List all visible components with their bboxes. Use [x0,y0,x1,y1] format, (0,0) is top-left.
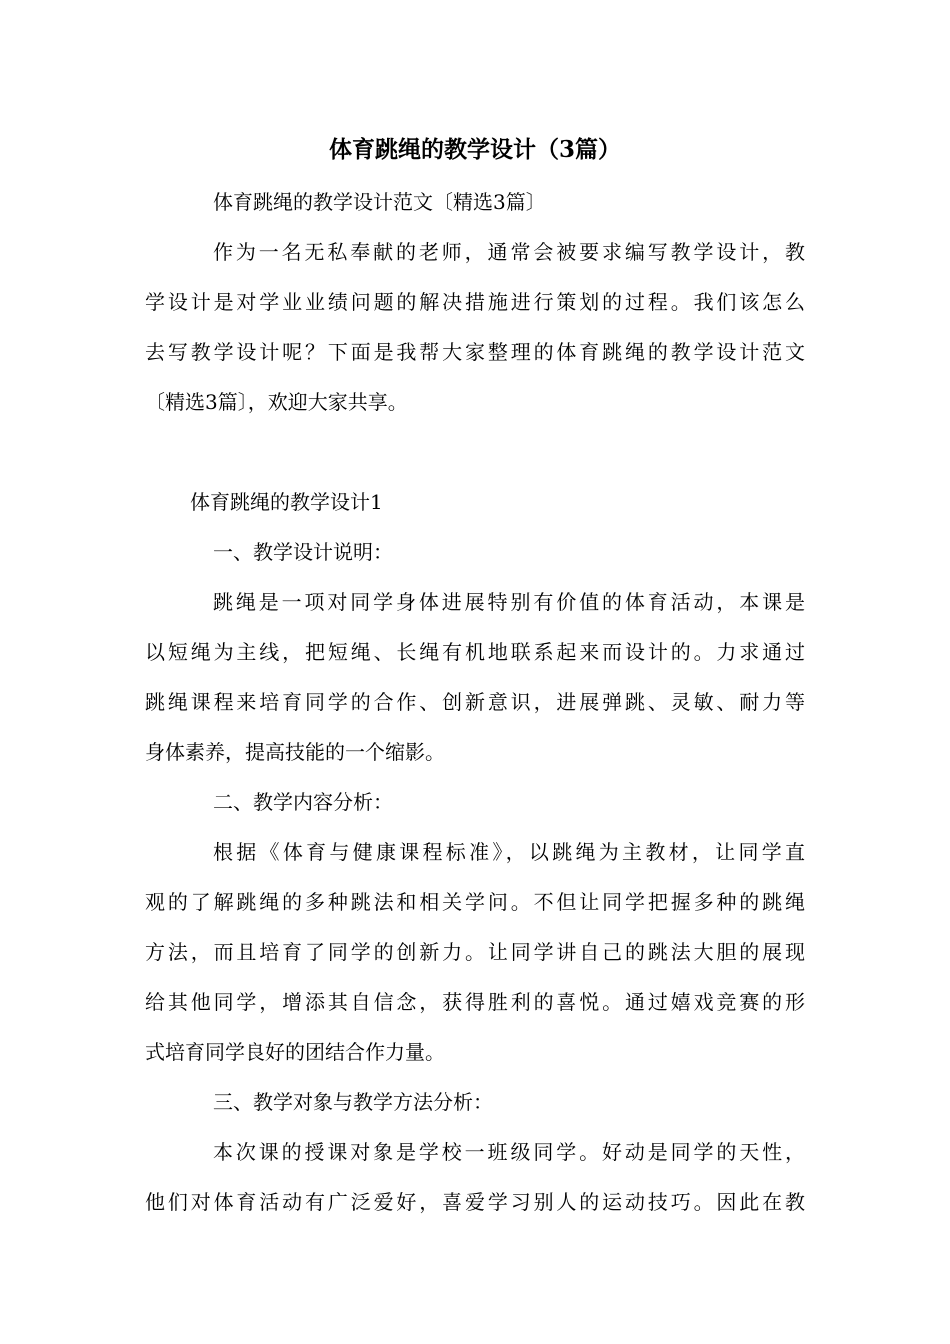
para3-line-1: 本次课的授课对象是学校一班级同学。好动是同学的天性， [213,1140,805,1164]
heading-content-analysis: 二、教学内容分析： [213,790,393,814]
para2-line-2: 观的了解跳绳的多种跳法和相关学问。不但让同学把握多种的跳绳 [145,890,805,914]
para1-line-2: 以短绳为主线，把短绳、长绳有机地联系起来而设计的。力求通过 [145,640,805,664]
intro-line-4: 〔精选3篇〕，欢迎大家共享。 [145,390,408,414]
intro-line-2: 学设计是对学业业绩问题的解决措施进行策划的过程。我们该怎么 [145,290,805,314]
para2-line-3: 方法，而且培育了同学的创新力。让同学讲自己的跳法大胆的展现 [145,940,805,964]
para1-line-4: 身体素养，提高技能的一个缩影。 [145,740,445,764]
para1-line-3: 跳绳课程来培育同学的合作、创新意识，进展弹跳、灵敏、耐力等 [145,690,805,714]
para1-line-1: 跳绳是一项对同学身体进展特别有价值的体育活动，本课是 [213,590,805,614]
para2-line-1: 根据《体育与健康课程标准》，以跳绳为主教材，让同学直 [213,840,805,864]
intro-line-1: 作为一名无私奉献的老师，通常会被要求编写教学设计，教 [213,240,805,264]
para3-line-2: 他们对体育活动有广泛爱好，喜爱学习别人的运动技巧。因此在教 [145,1190,805,1214]
para2-line-5: 式培育同学良好的团结合作力量。 [145,1040,445,1064]
document-title: 体育跳绳的教学设计（3篇） [328,136,621,163]
heading-audience-methods: 三、教学对象与教学方法分析： [213,1090,493,1114]
heading-design-notes: 一、教学设计说明： [213,540,393,564]
intro-line-3: 去写教学设计呢？下面是我帮大家整理的体育跳绳的教学设计范文 [145,340,805,364]
para2-line-4: 给其他同学，增添其自信念，获得胜利的喜悦。通过嬉戏竞赛的形 [145,990,805,1014]
section-title: 体育跳绳的教学设计1 [190,490,383,514]
document-subtitle: 体育跳绳的教学设计范文〔精选3篇〕 [213,190,546,214]
